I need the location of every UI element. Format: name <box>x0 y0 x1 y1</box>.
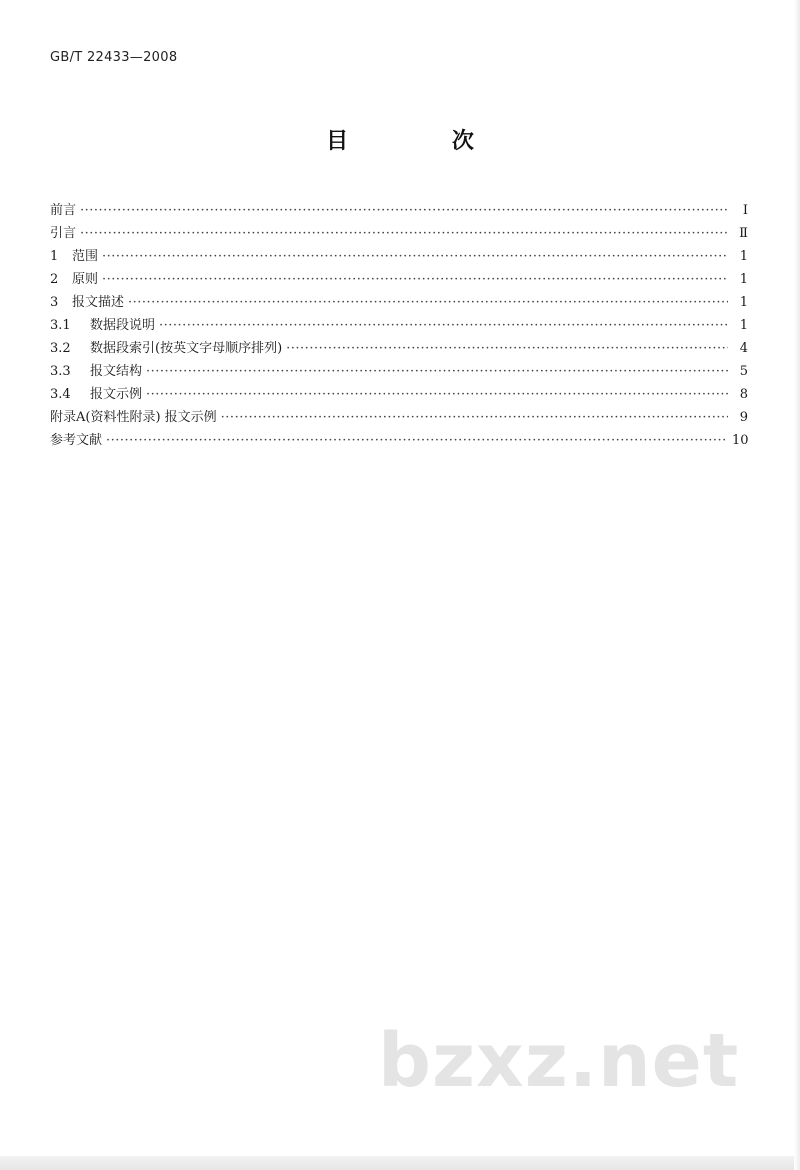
toc-entry-message-description[interactable] <box>50 291 748 314</box>
toc-dot-leader <box>221 406 728 429</box>
toc-section-number: 2 <box>50 272 59 287</box>
toc-dot-leader <box>102 268 728 291</box>
toc-dot-leader <box>146 383 728 406</box>
toc-entry-segment-description[interactable] <box>50 314 748 337</box>
toc-entry-label: 报文描述 <box>72 295 125 310</box>
toc-page-number: 9 <box>739 410 748 425</box>
page-right-edge <box>794 0 800 1170</box>
toc-entry-label: 原则 <box>72 272 99 287</box>
toc-page-number: 1 <box>739 272 748 287</box>
toc-page-number: 4 <box>739 341 748 356</box>
toc-entry-segment-index[interactable] <box>50 337 748 360</box>
toc-entry-bibliography[interactable] <box>50 429 748 452</box>
toc-entry-label: 报文结构 <box>90 364 143 379</box>
table-of-contents <box>50 199 748 452</box>
toc-section-number: 3.3 <box>50 364 71 379</box>
toc-page-number: 10 <box>732 433 749 448</box>
toc-entry-message-structure[interactable] <box>50 360 748 383</box>
toc-dot-leader <box>286 337 728 360</box>
page-bottom-edge <box>0 1156 800 1170</box>
toc-section-number: 1 <box>50 249 59 264</box>
toc-dot-leader <box>80 199 728 222</box>
toc-dot-leader <box>102 245 728 268</box>
toc-entry-label: 引言 <box>50 226 77 241</box>
toc-section-number: 3.1 <box>50 318 71 333</box>
toc-entry-principles[interactable] <box>50 268 748 291</box>
toc-entry-label: 报文示例 <box>90 387 143 402</box>
toc-page-number: 1 <box>739 318 748 333</box>
standard-number: GB/T 22433—2008 <box>50 50 178 65</box>
toc-section-number: 3 <box>50 295 59 310</box>
toc-page-number: 1 <box>739 249 748 264</box>
toc-entry-message-example[interactable] <box>50 383 748 406</box>
page-title: 目 次 <box>326 129 522 154</box>
toc-entry-label: 参考文献 <box>50 433 103 448</box>
toc-entry-label: 范围 <box>72 249 99 264</box>
toc-section-number: 3.4 <box>50 387 71 402</box>
toc-entry-label: 数据段索引(按英文字母顺序排列) <box>90 341 283 356</box>
toc-dot-leader <box>128 291 728 314</box>
toc-page-number: 1 <box>739 295 748 310</box>
toc-dot-leader <box>146 360 728 383</box>
toc-entry-scope[interactable] <box>50 245 748 268</box>
toc-entry-introduction[interactable] <box>50 222 748 245</box>
toc-page-number: Ⅱ <box>739 226 748 241</box>
toc-entry-label: 数据段说明 <box>90 318 156 333</box>
watermark: bzxz.net <box>378 1018 740 1104</box>
toc-entry-foreword[interactable] <box>50 199 748 222</box>
toc-page-number: Ⅰ <box>742 203 748 218</box>
toc-dot-leader <box>159 314 728 337</box>
toc-section-number: 3.2 <box>50 341 71 356</box>
toc-entry-label: 附录A(资料性附录) 报文示例 <box>50 410 217 425</box>
toc-dot-leader <box>106 429 728 452</box>
toc-page-number: 5 <box>739 364 748 379</box>
toc-entry-annex-a[interactable] <box>50 406 748 429</box>
toc-entry-label: 前言 <box>50 203 77 218</box>
toc-dot-leader <box>80 222 728 245</box>
toc-page-number: 8 <box>739 387 748 402</box>
